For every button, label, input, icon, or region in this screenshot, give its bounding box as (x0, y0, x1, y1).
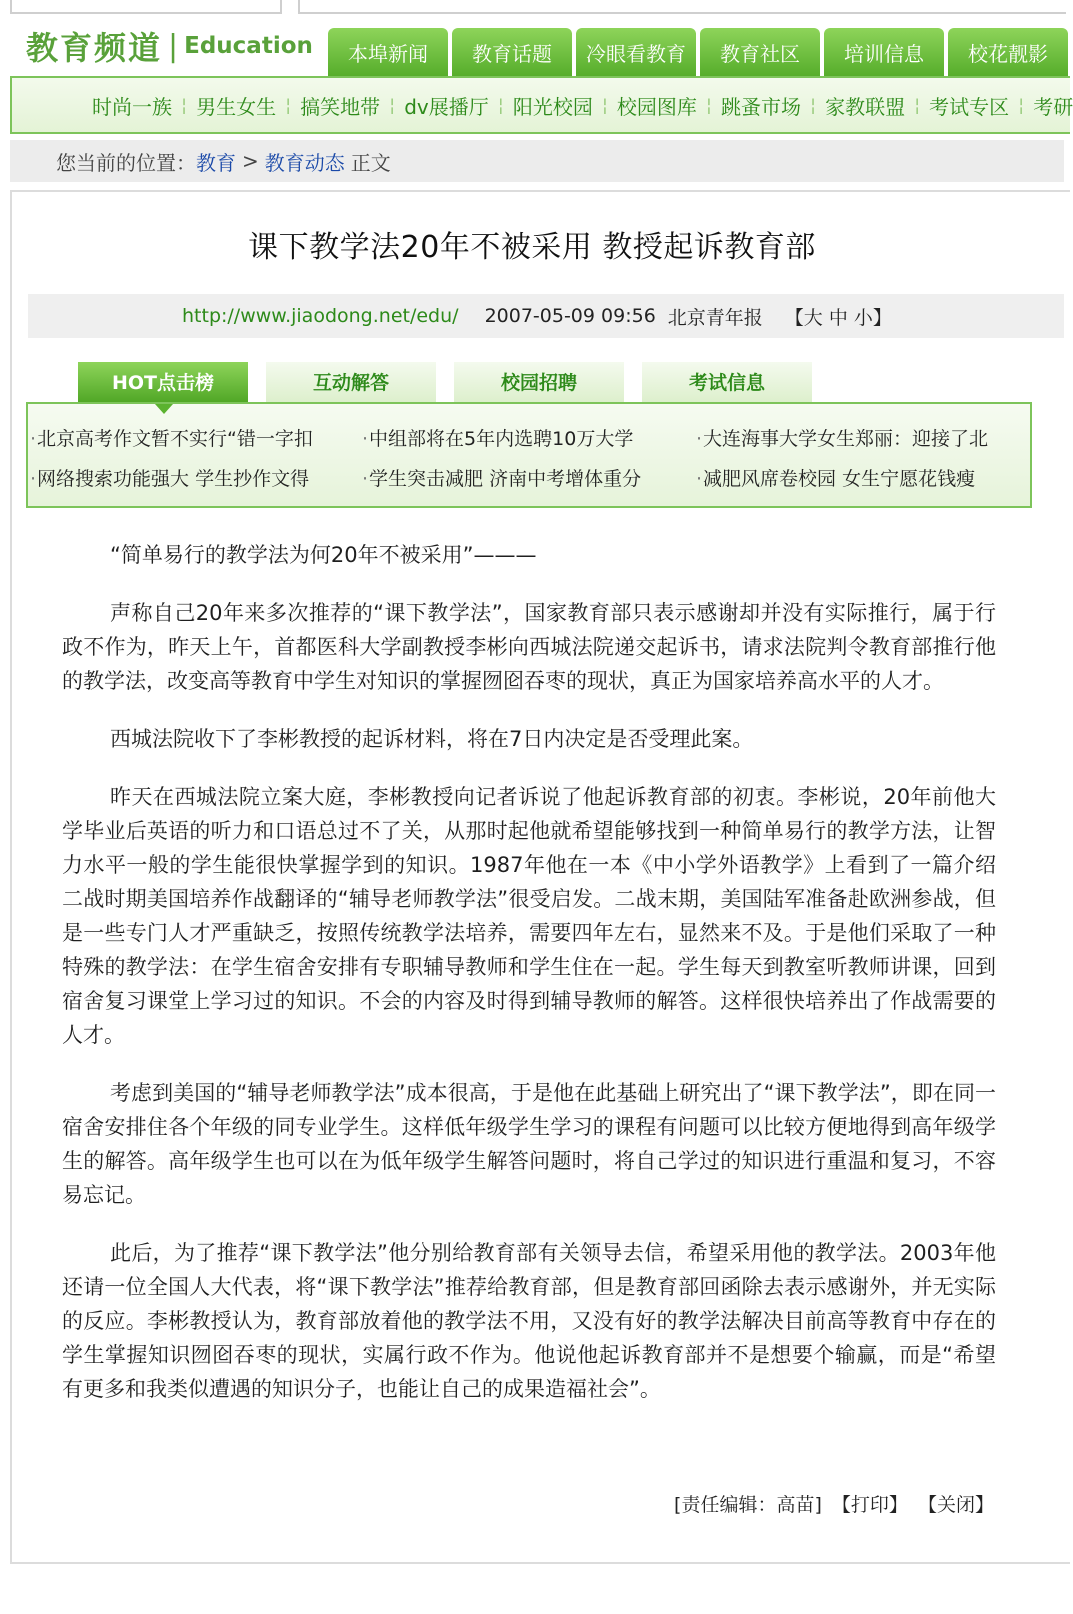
source-url-link[interactable]: http://www.jiaodong.net/edu/ (182, 305, 459, 327)
logo-separator: | (168, 28, 179, 64)
hot-link[interactable]: · 减肥风席卷校园 女生宁愿花钱瘦 (696, 464, 1016, 491)
nav-tab-community[interactable]: 教育社区 (700, 28, 820, 76)
article-title: 课下教学法20年不被采用 教授起诉教育部 (248, 230, 816, 265)
article-paragraph: “简单易行的教学法为何20年不被采用”——— (110, 543, 537, 567)
tab-exam-info[interactable]: 考试信息 (642, 362, 812, 404)
breadcrumb (10, 140, 1064, 182)
article-paragraph: 昨天在西城法院立案大庭，李彬教授向记者诉说了他起诉教育部的初衷。李彬说，20年前他大学毕业后英语的听力和口语总过不了关，从那时起他就希望能够找到一种简单易行的教学方法，让智力水平一般的学生能很快掌握学到的知识。1987年他在一本《中小学外语教学》上看到了一篇介绍二战时期美国培养作战翻译的“辅导老师教学法”很受启发。二战末期，美国陆军准备赴欧洲参战，但是一些专门人才严重缺乏，按照传统教学法培养，需要四年左右，显然来不及。于是他们采取了一种特殊的教学法：在学生宿舍安排有专职辅导教师和学生住在一起。学生每天到教室听教师讲课，回到宿舍复习课堂上学习过的知识。不会的内容及时得到辅导教师的解答。这样很快培养出了作战需要的人才。 (62, 785, 996, 1047)
active-tab-caret-icon (155, 404, 173, 414)
article-footer (670, 1490, 994, 1517)
nav-tab-education-topics[interactable]: 教育话题 (452, 28, 572, 76)
article-body (62, 538, 996, 1430)
tab-hot-ranking[interactable]: HOT点击榜 (78, 362, 248, 404)
top-box-left (10, 0, 282, 14)
sub-nav-fashion[interactable]: 时尚一族 (92, 94, 172, 119)
breadcrumb-current: 正文 (350, 150, 391, 175)
article-paragraph: 此后，为了推荐“课下教学法”他分别给教育部有关领导去信，希望采用他的教学法。2003年他还请一位全国人大代表，将“课下教学法”推荐给教育部，但是教育部回函除去表示感谢外，并无实际的反应。李彬教授认为，教育部放着他的教学法不用，又没有好的教学法解决目前高等教育中存在的学生掌握知识囫囵吞枣的现状，实属行政不作为。他说他起诉教育部并不是想要个输赢，而是“希望有更多和我类似遭遇的知识分子，也能让自己的成果造福社会”。 (62, 1241, 996, 1401)
sub-nav-boys-girls[interactable]: 男生女生 (196, 94, 277, 119)
article-paragraph: 西城法院收下了李彬教授的起诉材料，将在7日内决定是否受理此案。 (110, 727, 754, 751)
hot-link[interactable]: · 网络搜索功能强大 学生抄作文得 (30, 464, 350, 491)
hot-link[interactable]: · 中组部将在5年内选聘10万大学 (362, 424, 682, 451)
editor-credit: [责任编辑：高苗] (674, 1494, 822, 1516)
hot-link[interactable]: · 学生突击减肥 济南中考增体重分 (362, 464, 682, 491)
nav-tab-campus-beauty[interactable]: 校花靓影 (948, 28, 1068, 76)
print-link[interactable]: 【打印】 (831, 1494, 908, 1516)
close-link[interactable]: 【关闭】 (917, 1494, 994, 1516)
main-nav-tabs (328, 28, 1064, 76)
sub-nav-exam-zone[interactable]: 考试专区 (929, 94, 1010, 119)
breadcrumb-education-link[interactable]: 教育 (196, 150, 236, 175)
sub-nav-grad-exam[interactable]: 考研 (1033, 94, 1073, 119)
breadcrumb-separator: > (242, 149, 259, 173)
sub-nav-flea-market[interactable]: 跳蚤市场 (721, 94, 801, 119)
channel-logo[interactable] (26, 24, 313, 68)
top-strip (0, 0, 1064, 14)
news-source: 北京青年报 (667, 306, 763, 329)
nav-tab-local-news[interactable]: 本埠新闻 (328, 28, 448, 76)
nav-tab-training[interactable]: 培训信息 (824, 28, 944, 76)
sub-nav-tutor-union[interactable]: 家教联盟 (825, 94, 906, 119)
top-box-right (298, 0, 1066, 14)
hot-link[interactable]: · 北京高考作文暂不实行“错一字扣 (30, 424, 350, 451)
nav-tab-cold-eye[interactable]: 冷眼看教育 (576, 28, 696, 76)
sub-nav-funny[interactable]: 搞笑地带 (300, 94, 381, 119)
logo-english: Education (184, 33, 313, 59)
tab-interactive-answers[interactable]: 互动解答 (266, 362, 436, 404)
breadcrumb-news-link[interactable]: 教育动态 (264, 150, 345, 175)
article-paragraph: 考虑到美国的“辅导老师教学法”成本很高，于是他在此基础上研究出了“课下教学法”，即在同一宿舍安排住各个年级的同专业学生。这样低年级学生学习的课程有问题可以比较方便地得到高年级学生的解答。高年级学生也可以在为低年级学生解答问题时，将自己学过的知识进行重温和复习，不容易忘记。 (62, 1081, 996, 1207)
hot-link[interactable]: · 大连海事大学女生郑丽：迎接了北 (696, 424, 1016, 451)
hot-list-panel (26, 402, 1032, 508)
sub-nav-campus-gallery[interactable]: 校园图库 (616, 94, 697, 119)
tab-campus-recruitment[interactable]: 校园招聘 (454, 362, 624, 404)
hot-tabs (78, 362, 830, 404)
article-meta (28, 294, 1064, 338)
article-paragraph: 声称自己20年来多次推荐的“课下教学法”，国家教育部只表示感谢却并没有实际推行，属于行政不作为，昨天上午，首都医科大学副教授李彬向西城法院递交起诉书，请求法院判令教育部推行他的教学法，改变高等教育中学生对知识的掌握囫囵吞枣的现状，真正为国家培养高水平的人才。 (62, 601, 996, 693)
publish-datetime: 2007-05-09 09:56 (484, 305, 656, 327)
sub-nav-sunshine-campus[interactable]: 阳光校园 (512, 94, 593, 119)
font-size-switcher[interactable]: 【大 中 小】 (784, 306, 892, 329)
breadcrumb-prefix: 您当前的位置： (56, 150, 196, 175)
sub-nav-bar: 时尚一族 ¦ 男生女生 ¦ 搞笑地带 ¦ dv展播厅 ¦ 阳光校园 ¦ 校园图库 ¦ 跳蚤市场 ¦ 家教联盟 ¦ 考试专区 ¦ 考研 (10, 76, 1070, 134)
sub-nav-dv[interactable]: dv展播厅 (404, 94, 489, 119)
logo-chinese: 教育频道 (26, 29, 163, 67)
